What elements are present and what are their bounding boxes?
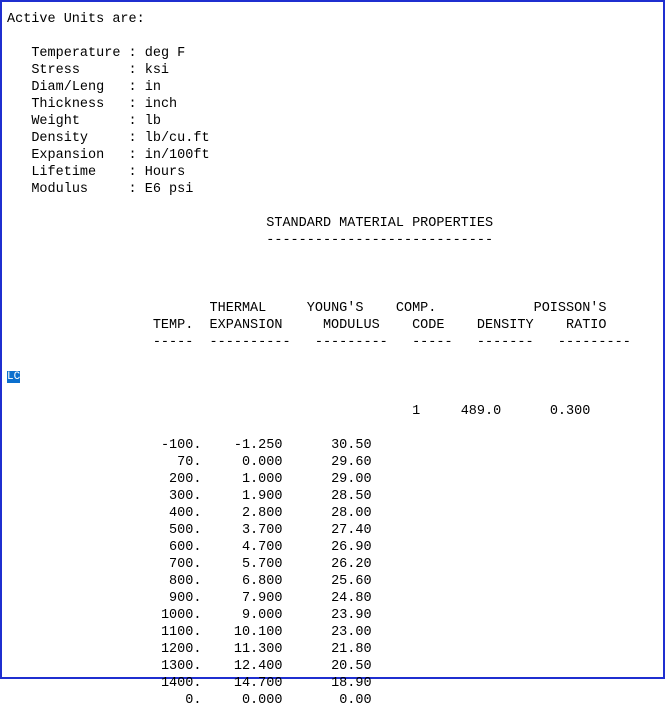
temp-cell: 500.	[169, 523, 202, 538]
unit-name: Temperature	[31, 46, 121, 61]
unit-name: Diam/Leng	[31, 80, 105, 95]
column-header-text1: THERMAL YOUNG'S COMP. POISSON'S	[209, 301, 607, 316]
expansion-cell: 0.000	[241, 455, 283, 470]
table-row	[7, 608, 372, 623]
temp-cell: 0.	[185, 693, 202, 708]
modulus-cell: 23.00	[331, 625, 372, 640]
modulus-cell: 24.80	[331, 591, 372, 606]
unit-name: Thickness	[31, 97, 105, 112]
property-table	[7, 438, 372, 708]
table-row	[7, 642, 372, 657]
unit-value: lb	[144, 114, 161, 129]
column-header-line2	[7, 318, 607, 333]
expansion-cell: 9.000	[241, 608, 283, 623]
expansion-cell: 7.900	[241, 591, 283, 606]
section-underline: ----------------------------	[266, 233, 494, 248]
temp-cell: 400.	[169, 506, 202, 521]
expansion-cell: 0.000	[241, 693, 283, 708]
table-row	[7, 625, 372, 640]
table-row	[7, 659, 372, 674]
unit-value: in	[144, 80, 161, 95]
temp-cell: 700.	[169, 557, 202, 572]
temp-cell: 1300.	[160, 659, 202, 674]
table-row	[7, 472, 372, 487]
expansion-cell: 3.700	[241, 523, 283, 538]
expansion-cell: 11.300	[233, 642, 283, 657]
expansion-cell: 2.800	[241, 506, 283, 521]
density-value: 489.0	[460, 404, 502, 419]
table-row	[7, 540, 372, 555]
modulus-cell: 23.90	[331, 608, 372, 623]
table-row	[7, 591, 372, 606]
poisson-ratio-value: 0.300	[549, 404, 591, 419]
column-dash-text: ----- ---------- --------- ----- ------- ---------	[152, 335, 631, 350]
unit-value: lb/cu.ft	[144, 131, 210, 146]
unit-value: deg F	[144, 46, 186, 61]
comp-code: 1	[412, 404, 421, 419]
unit-name: Weight	[31, 114, 80, 129]
table-row	[7, 455, 372, 470]
temp-cell: 600.	[169, 540, 202, 555]
temp-cell: 200.	[169, 472, 202, 487]
temp-cell: 1100.	[160, 625, 202, 640]
unit-value: E6 psi	[144, 182, 194, 197]
modulus-cell: 28.00	[331, 506, 372, 521]
column-dashes	[7, 335, 631, 350]
modulus-cell: 25.60	[331, 574, 372, 589]
expansion-cell: 1.000	[241, 472, 283, 487]
expansion-cell: 5.700	[241, 557, 283, 572]
temp-cell: 1000.	[160, 608, 202, 623]
modulus-cell: 21.80	[331, 642, 372, 657]
section-title: STANDARD MATERIAL PROPERTIES	[266, 216, 494, 231]
temp-cell: 1400.	[160, 676, 202, 691]
table-row	[7, 438, 372, 453]
column-header-text2: TEMP. EXPANSION MODULUS CODE DENSITY RATIO	[152, 318, 607, 333]
modulus-cell: 20.50	[331, 659, 372, 674]
modulus-cell: 29.60	[331, 455, 372, 470]
table-row	[7, 506, 372, 521]
table-row	[7, 523, 372, 538]
table-row	[7, 489, 372, 504]
expansion-cell: 4.700	[241, 540, 283, 555]
expansion-cell: 12.400	[233, 659, 283, 674]
temp-cell: 300.	[169, 489, 202, 504]
unit-value: in/100ft	[144, 148, 210, 163]
expansion-cell: -1.250	[233, 438, 283, 453]
expansion-cell: 14.700	[233, 676, 283, 691]
material-label-lc[interactable]: LC	[7, 371, 21, 383]
unit-name: Density	[31, 131, 89, 146]
table-row	[7, 574, 372, 589]
unit-value: ksi	[144, 63, 170, 78]
modulus-cell: 29.00	[331, 472, 372, 487]
temp-cell: 70.	[177, 455, 202, 470]
modulus-cell: 26.20	[331, 557, 372, 572]
temp-cell: 800.	[169, 574, 202, 589]
modulus-cell: 18.90	[331, 676, 372, 691]
unit-name: Modulus	[31, 182, 89, 197]
modulus-cell: 28.50	[331, 489, 372, 504]
unit-name: Stress	[31, 63, 80, 78]
modulus-cell: 26.90	[331, 540, 372, 555]
units-list: Temperature : deg F Stress : ksi Diam/Leng : in Thickness : inch Weight : lb Density : lb/cu.ft Expansion : in/100ft Lifetime : Hours Modulus : E6 psi	[31, 46, 210, 197]
modulus-cell: 0.00	[339, 693, 372, 708]
expansion-cell: 1.900	[241, 489, 283, 504]
modulus-cell: 30.50	[331, 438, 372, 453]
expansion-cell: 6.800	[241, 574, 283, 589]
units-report	[7, 11, 631, 709]
temp-cell: -100.	[160, 438, 202, 453]
modulus-cell: 27.40	[331, 523, 372, 538]
unit-name: Expansion	[31, 148, 105, 163]
expansion-cell: 10.100	[233, 625, 283, 640]
table-row	[7, 693, 372, 708]
unit-name: Lifetime	[31, 165, 97, 180]
table-row	[7, 557, 372, 572]
report-title: Active Units are:	[7, 12, 145, 27]
column-header-line1	[7, 301, 607, 316]
unit-value: Hours	[144, 165, 186, 180]
temp-cell: 900.	[169, 591, 202, 606]
table-row	[7, 676, 372, 691]
material-summary-row	[7, 404, 590, 419]
temp-cell: 1200.	[160, 642, 202, 657]
unit-value: inch	[144, 97, 178, 112]
